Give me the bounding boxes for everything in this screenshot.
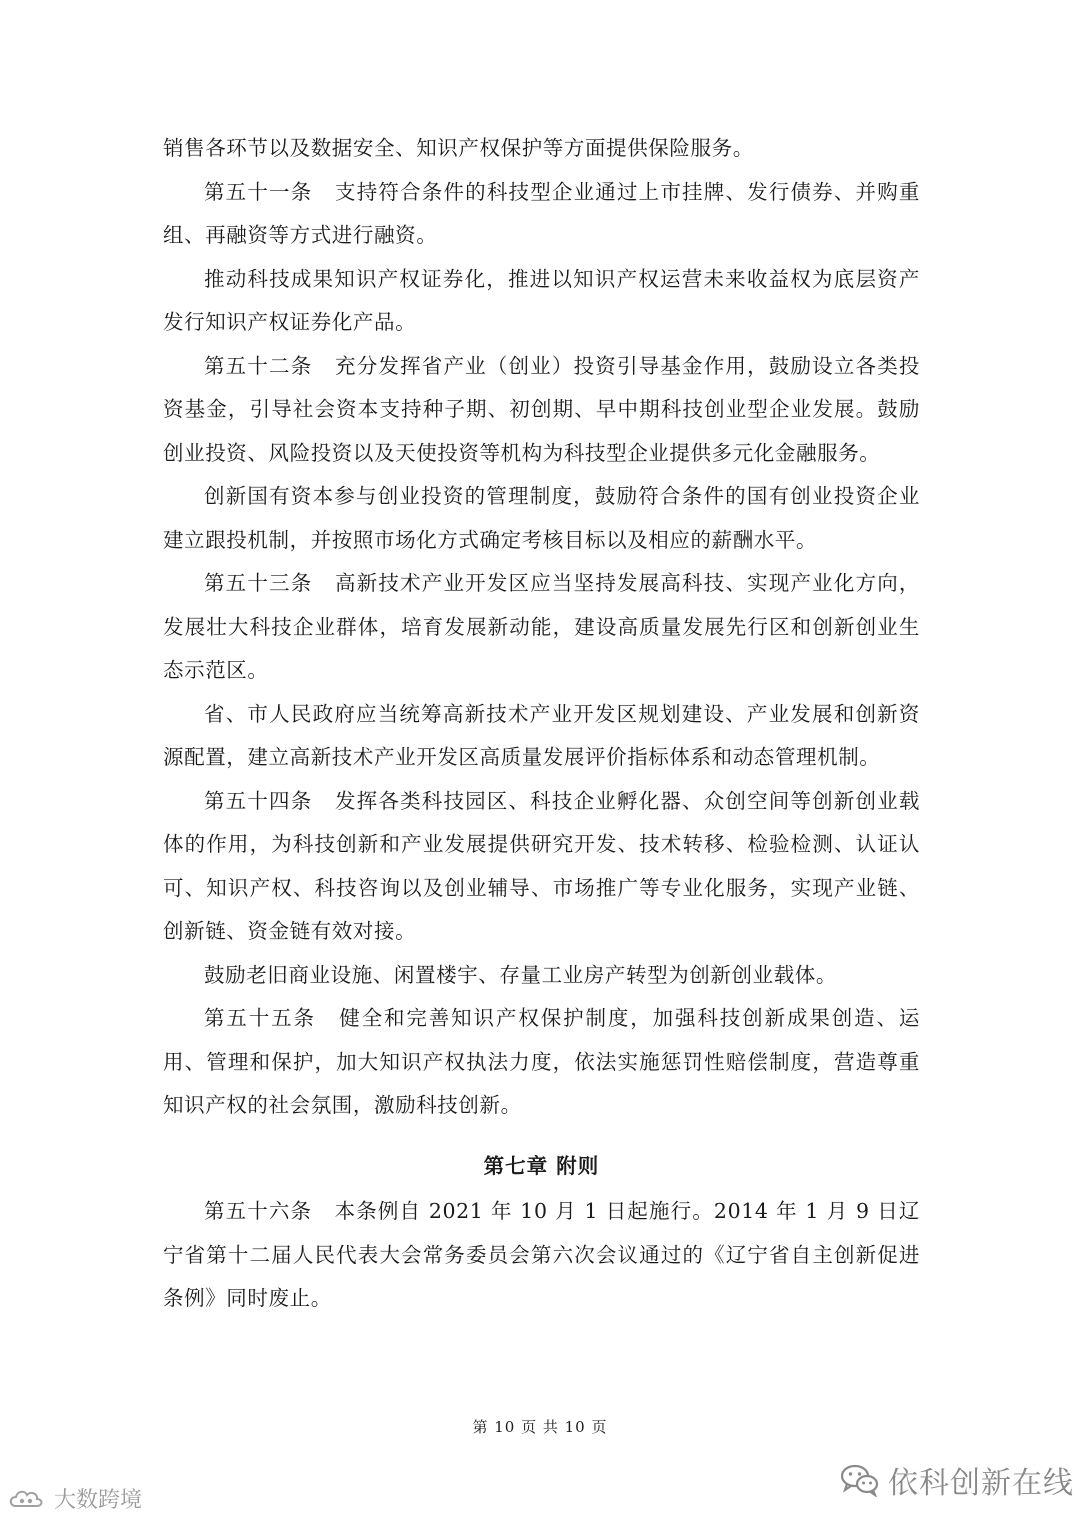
- paragraph: [163, 997, 920, 1128]
- paragraph-text: 发挥各类科技园区、科技企业孵化器、众创空间等创新创业载体的作用，为科技创新和产业发展提供研究开发、技术转移、检验检测、认证认可、知识产权、科技咨询以及创业辅导、市场推广等专业化服务，实现产业链、创新链、资金链有效对接。: [163, 788, 920, 943]
- watermark-left: [6, 1483, 142, 1514]
- paragraph: [163, 954, 920, 998]
- paragraph-text: 充分发挥省产业（创业）投资引导基金作用，鼓励设立各类投资基金，引导社会资本支持种子期、初创期、早中期科技创业型企业发展。鼓励创业投资、风险投资以及天使投资等机构为科技型企业提供多元化金融服务。: [163, 353, 920, 465]
- paragraph: [163, 780, 920, 954]
- article-label: 第五十四条: [204, 788, 313, 813]
- page-footer: 第 10 页 共 10 页: [472, 1418, 608, 1436]
- paragraph: [163, 258, 920, 345]
- paragraph-text: 鼓励老旧商业设施、闲置楼宇、存量工业房产转型为创新创业载体。: [204, 962, 837, 987]
- article-label: 第五十一条: [204, 179, 313, 204]
- paragraph-text: 高新技术产业开发区应当坚持发展高科技、实现产业化方向，发展壮大科技企业群体，培育发展新动能，建设高质量发展先行区和创新创业生态示范区。: [163, 571, 920, 682]
- watermark-left-text: 大数跨境: [54, 1488, 143, 1513]
- watermark-right: [840, 1458, 1074, 1502]
- article-body: [163, 127, 920, 1128]
- paragraph-text: 本条例自 2021 年 10 月 1 日起施行。2014 年 1 月 9 日辽宁省第十二届人民代表大会常务委员会第六次会议通过的《辽宁省自主创新促进条例》同时废止。: [163, 1199, 920, 1310]
- article-label: 第五十二条: [204, 353, 313, 378]
- article-label: 第五十五条: [204, 1006, 316, 1030]
- paragraph: [163, 562, 920, 693]
- paragraph-text: 创新国有资本参与创业投资的管理制度，鼓励符合条件的国有创业投资企业建立跟投机制，并按照市场化方式确定考核目标以及相应的薪酬水平。: [163, 484, 920, 552]
- paragraph: [163, 693, 920, 780]
- paragraph: [163, 127, 920, 171]
- paragraph: [163, 475, 920, 562]
- paragraph: [163, 1190, 920, 1321]
- chapter-heading: 第七章 附则: [483, 1154, 600, 1178]
- article-body-tail: [163, 1190, 920, 1321]
- wechat-icon: [840, 1463, 880, 1497]
- paragraph-text: 推动科技成果知识产权证券化，推进以知识产权运营未来收益权为底层资产发行知识产权证券化产品。: [163, 266, 920, 334]
- paragraph-text: 销售各环节以及数据安全、知识产权保护等方面提供保险服务。: [163, 136, 754, 160]
- article-label: 第五十六条: [204, 1199, 313, 1223]
- paragraph: [163, 345, 920, 476]
- paragraph: [163, 171, 920, 258]
- cloud-logo-icon: [6, 1486, 50, 1512]
- paragraph-text: 支持符合条件的科技型企业通过上市挂牌、发行债券、并购重组、再融资等方式进行融资。: [163, 179, 920, 247]
- paragraph-text: 健全和完善知识产权保护制度，加强科技创新成果创造、运用、管理和保护，加大知识产权执法力度，依法实施惩罚性赔偿制度，营造尊重知识产权的社会氛围，激励科技创新。: [163, 1006, 920, 1117]
- paragraph-text: 省、市人民政府应当统筹高新技术产业开发区规划建设、产业发展和创新资源配置，建立高新技术产业开发区高质量发展评价指标体系和动态管理机制。: [163, 701, 920, 769]
- watermark-right-text: 依科创新在线: [888, 1466, 1074, 1501]
- article-label: 第五十三条: [204, 571, 313, 595]
